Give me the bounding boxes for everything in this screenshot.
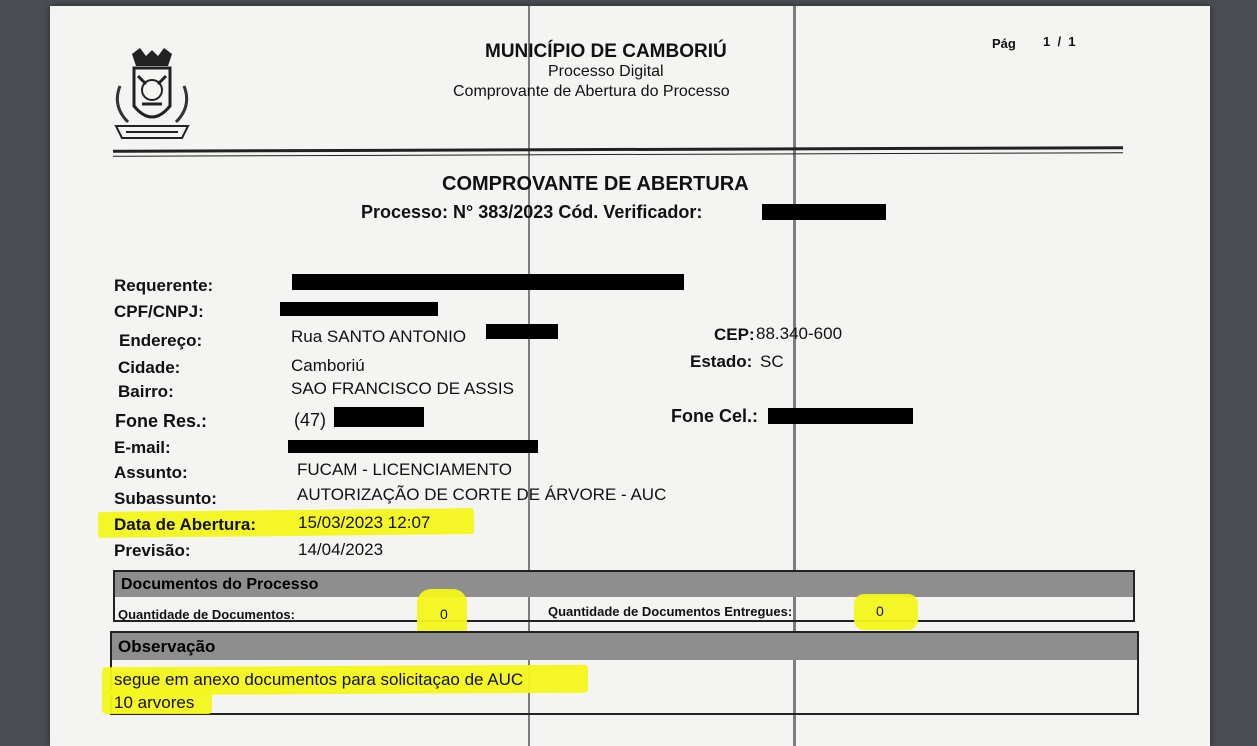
fone-res-label: Fone Res.: bbox=[115, 411, 208, 431]
municipality-name: MUNICÍPIO DE CAMBORIÚ bbox=[485, 41, 727, 62]
redaction-bar bbox=[334, 407, 424, 427]
process-number: Processo: N° 383/2023 Cód. Verificador: bbox=[361, 202, 703, 222]
redaction-bar bbox=[762, 204, 886, 220]
cpf-label: CPF/CNPJ: bbox=[114, 302, 204, 321]
redaction-bar bbox=[292, 274, 684, 290]
header-subtitle: Processo Digital bbox=[548, 63, 664, 80]
qtd-entregues-value: 0 bbox=[876, 603, 884, 619]
observacao-line-2: 10 arvores bbox=[114, 693, 195, 712]
requerente-label: Requerente: bbox=[114, 276, 214, 295]
endereco-value: Rua SANTO ANTONIO bbox=[291, 327, 467, 346]
highlight-mark bbox=[854, 594, 918, 630]
qtd-documentos-value: 0 bbox=[440, 606, 448, 622]
qtd-entregues-label: Quantidade de Documentos Entregues: bbox=[548, 604, 793, 619]
estado-label: Estado: bbox=[690, 352, 753, 371]
cidade-label: Cidade: bbox=[118, 358, 181, 377]
data-abertura-value: 15/03/2023 12:07 bbox=[298, 513, 431, 532]
data-abertura-label: Data de Abertura: bbox=[114, 515, 257, 534]
fone-res-value: (47) bbox=[294, 410, 327, 430]
observacao-heading: Observação bbox=[112, 633, 1137, 660]
cidade-value: Camboriú bbox=[291, 356, 365, 375]
page-number: 1 / 1 bbox=[1043, 34, 1076, 49]
endereco-label: Endereço: bbox=[119, 331, 203, 350]
assunto-label: Assunto: bbox=[114, 463, 188, 482]
header-rule bbox=[113, 152, 1123, 157]
assunto-value: FUCAM - LICENCIAMENTO bbox=[297, 460, 513, 479]
cep-value: 88.340-600 bbox=[756, 324, 843, 343]
redaction-bar bbox=[768, 408, 913, 424]
previsao-value: 14/04/2023 bbox=[298, 540, 384, 559]
page-label: Pág bbox=[992, 36, 1016, 51]
observacao-line-1: segue em anexo documentos para solicitaçao de AUC bbox=[114, 670, 524, 689]
email-label: E-mail: bbox=[114, 438, 171, 457]
previsao-label: Previsão: bbox=[114, 541, 191, 560]
qtd-documentos-label: Quantidade de Documentos: bbox=[118, 607, 295, 622]
documentos-heading: Documentos do Processo bbox=[115, 572, 1133, 597]
subassunto-label: Subassunto: bbox=[114, 489, 217, 508]
redaction-bar bbox=[486, 324, 558, 339]
municipal-coat-of-arms-logo bbox=[102, 46, 206, 146]
document-title: COMPROVANTE DE ABERTURA bbox=[442, 173, 749, 195]
header-document-type: Comprovante de Abertura do Processo bbox=[453, 83, 730, 100]
cep-label: CEP: bbox=[714, 325, 755, 344]
fone-cel-label: Fone Cel.: bbox=[671, 406, 759, 426]
bairro-value: SAO FRANCISCO DE ASSIS bbox=[291, 379, 514, 398]
redaction-bar bbox=[288, 440, 538, 453]
bairro-label: Bairro: bbox=[118, 382, 174, 401]
estado-value: SC bbox=[760, 352, 784, 371]
document-page bbox=[50, 6, 1210, 746]
subassunto-value: AUTORIZAÇÃO DE CORTE DE ÁRVORE - AUC bbox=[297, 485, 667, 504]
redaction-bar bbox=[280, 302, 438, 316]
